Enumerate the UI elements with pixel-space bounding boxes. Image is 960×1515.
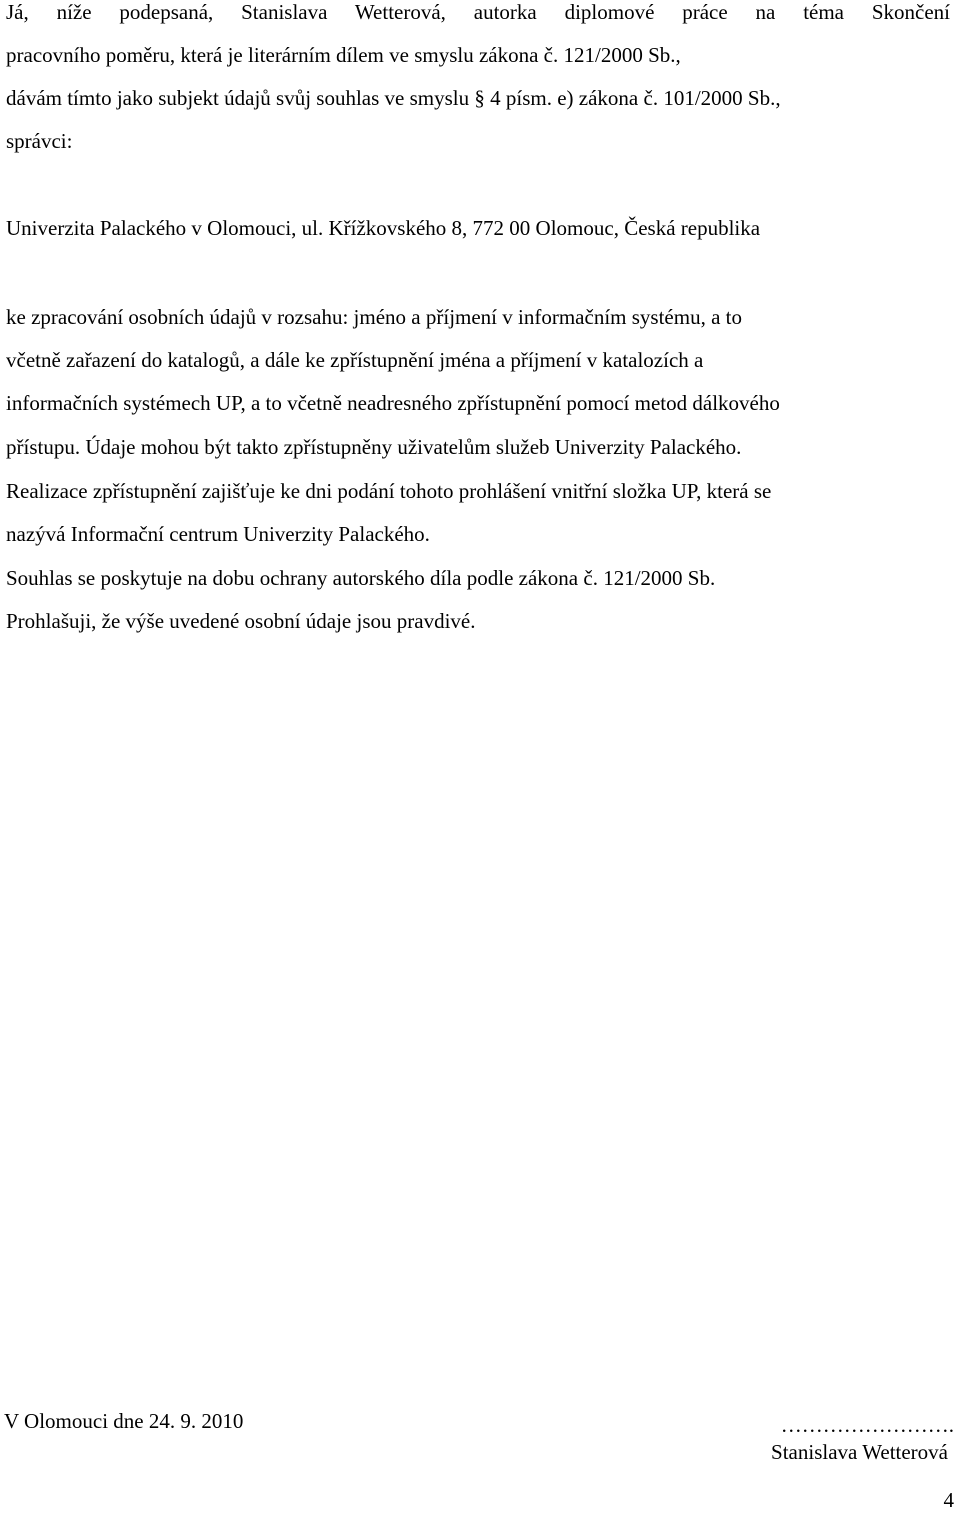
consent-line-5: Realizace zpřístupnění zajišťuje ke dni podání tohoto prohlášení vnitřní složka UP, která se [6, 479, 772, 503]
consent-line-8: Prohlašuji, že výše uvedené osobní údaje jsou pravdivé. [6, 609, 476, 633]
consent-line-1: ke zpracování osobních údajů v rozsahu: jméno a příjmení v informačním systému, a to [6, 305, 742, 329]
consent-line-3: informačních systémech UP, a to včetně neadresného zpřístupnění pomocí metod dálkového [6, 391, 780, 415]
consent-line-4: přístupu. Údaje mohou být takto zpřístupněny uživatelům služeb Univerzity Palackého. [6, 435, 742, 459]
consent-line-2: včetně zařazení do katalogů, a dále ke zpřístupnění jména a příjmení v katalozích a [6, 348, 704, 372]
administrator-address: Univerzita Palackého v Olomouci, ul. Křížkovského 8, 772 00 Olomouc, Česká republika [6, 216, 761, 240]
signature-line: ……………………. [780, 1413, 954, 1437]
page-number: 4 [943, 1488, 954, 1512]
signer-name: Stanislava Wetterová [771, 1440, 948, 1464]
declaration-line-4: správci: [6, 129, 73, 153]
declaration-line-2: pracovního poměru, která je literárním dílem ve smyslu zákona č. 121/2000 Sb., [6, 43, 681, 67]
consent-line-7: Souhlas se poskytuje na dobu ochrany autorského díla podle zákona č. 121/2000 Sb. [6, 566, 716, 590]
declaration-line-3: dávám tímto jako subjekt údajů svůj souhlas ve smyslu § 4 písm. e) zákona č. 101/2000 Sb., [6, 86, 781, 110]
place-and-date: V Olomouci dne 24. 9. 2010 [4, 1409, 244, 1433]
declaration-line-1: Já, níže podepsaná, Stanislava Wetterová, autorka diplomové práce na téma Skončení [6, 0, 950, 24]
consent-line-6: nazývá Informační centrum Univerzity Palackého. [6, 522, 430, 546]
